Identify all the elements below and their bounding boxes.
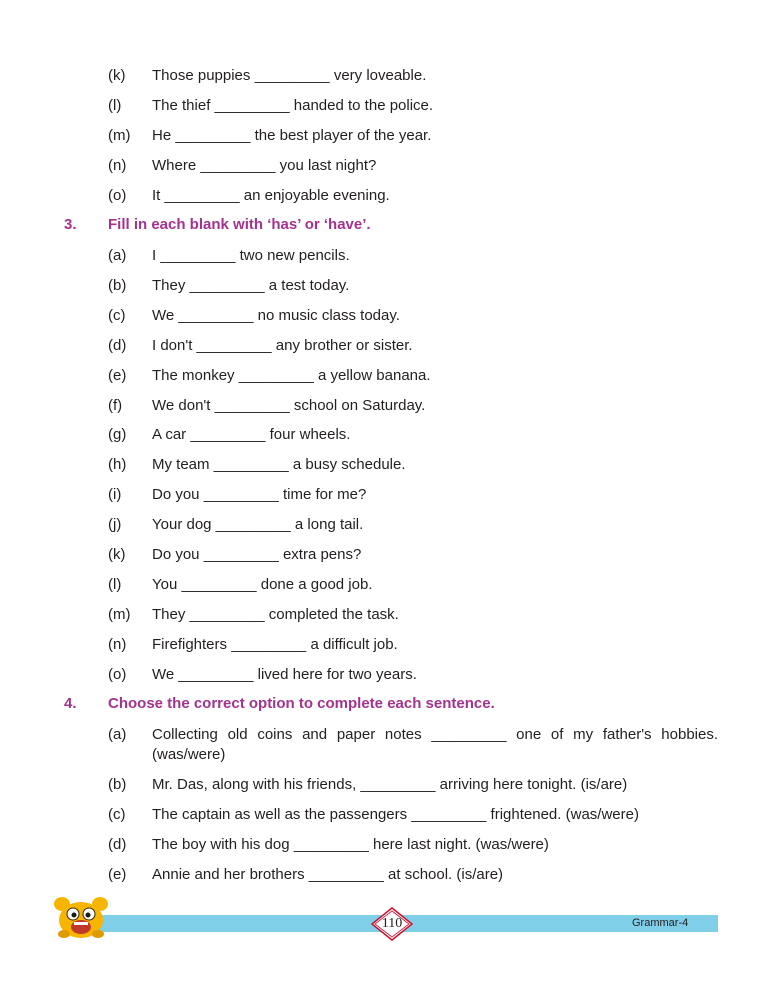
list-item: (a) I _________ two new pencils. <box>108 247 350 264</box>
question-title: Choose the correct option to complete each sentence. <box>108 695 495 712</box>
list-item: (k) Do you _________ extra pens? <box>108 546 362 563</box>
list-item: (o) We _________ lived here for two years. <box>108 666 417 683</box>
list-item: (m) They _________ completed the task. <box>108 606 399 623</box>
list-item: (d) I don't _________ any brother or sister. <box>108 337 413 354</box>
list-item: (f) We don't _________ school on Saturday. <box>108 397 426 414</box>
list-item: (h) My team _________ a busy schedule. <box>108 456 406 473</box>
list-item: (m) He _________ the best player of the year. <box>108 127 432 144</box>
question-3-heading <box>0 213 783 237</box>
list-item: (l) The thief _________ handed to the police. <box>108 97 434 114</box>
list-item: (k) Those puppies _________ very loveable. <box>108 67 427 84</box>
list-item: (j) Your dog _________ a long tail. <box>108 516 364 533</box>
page-number: 110 <box>381 916 403 931</box>
mascot-icon <box>52 890 110 942</box>
list-item-continuation: (was/were) <box>152 746 226 763</box>
question-4-heading <box>0 692 783 716</box>
list-item: (c) The captain as well as the passengers _________ frightened. (was/were) <box>108 806 639 823</box>
book-label: Grammar-4 <box>632 917 689 929</box>
page-number-badge <box>371 907 413 941</box>
list-item: (n) Firefighters _________ a difficult job. <box>108 636 398 653</box>
list-item: (a) Collecting old coins and paper notes _________ one of my father's hobbies. <box>108 726 718 743</box>
list-item: (g) A car _________ four wheels. <box>108 426 351 443</box>
question-number: 3. <box>64 216 77 233</box>
list-item: (c) We _________ no music class today. <box>108 307 400 324</box>
list-item: (o) It _________ an enjoyable evening. <box>108 187 390 204</box>
list-item: (e) The monkey _________ a yellow banana. <box>108 367 431 384</box>
list-item: (n) Where _________ you last night? <box>108 157 377 174</box>
list-item: (i) Do you _________ time for me? <box>108 486 367 503</box>
question-number: 4. <box>64 695 77 712</box>
list-item: (b) Mr. Das, along with his friends, _________ arriving here tonight. (is/are) <box>108 776 628 793</box>
list-item: (b) They _________ a test today. <box>108 277 350 294</box>
list-item: (d) The boy with his dog _________ here last night. (was/were) <box>108 836 549 853</box>
list-item: (l) You _________ done a good job. <box>108 576 373 593</box>
list-item: (e) Annie and her brothers _________ at school. (is/are) <box>108 866 504 883</box>
question-title: Fill in each blank with ‘has’ or ‘have’. <box>108 216 371 233</box>
